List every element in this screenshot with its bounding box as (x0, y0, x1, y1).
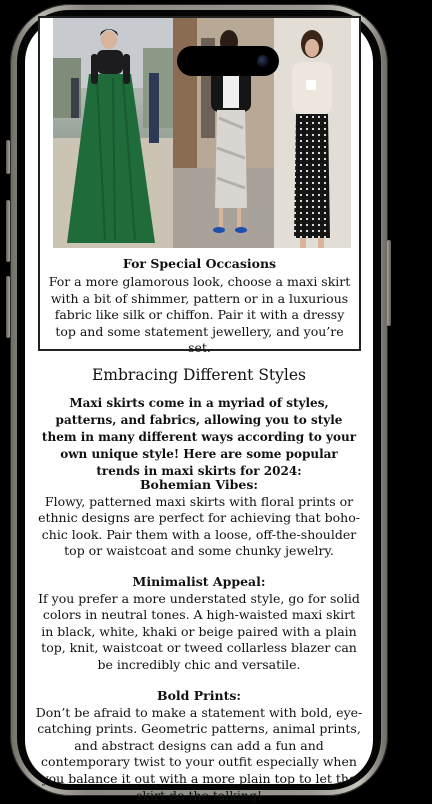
style-description: Don’t be afraid to make a statement with bold, eye-catching prints. Geometric patterns, animal prints, and abstract designs can add a fun and contemporary twist to your outfit especially when you balance it out with a more plain top to let the skirt do the talking! (35, 704, 363, 803)
style-minimalist (35, 574, 363, 674)
style-bold-prints (35, 688, 363, 804)
green-maxi-skirt-photo (53, 18, 173, 248)
style-title: Bold Prints: (157, 688, 241, 703)
section-intro: Maxi skirts come in a myriad of styles, patterns, and fabrics, allowing you to style them in many different ways according to your own unique style! Here are some popular trends in maxi skirts for 2024: (41, 396, 357, 478)
volume-up-button (6, 200, 10, 262)
front-camera-icon (257, 55, 269, 67)
polka-dot-skirt-illustration (274, 18, 351, 248)
polka-dot-skirt-photo (274, 18, 351, 248)
card-title: For Special Occasions (122, 256, 277, 271)
green-skirt-illustration (53, 18, 173, 248)
volume-down-button (6, 276, 10, 338)
style-title: Bohemian Vibes: (139, 477, 259, 492)
style-description: Flowy, patterned maxi skirts with floral prints or ethnic designs are perfect for achieving that boho-chic look. Pair them with a loose, off-the-shoulder top or waistcoat and some chunky jewelry. (38, 493, 360, 559)
style-title: Minimalist Appeal: (132, 574, 266, 589)
action-button (6, 140, 10, 174)
style-bohemian (35, 477, 363, 560)
style-description: If you prefer a more understated style, go for solid colors in neutral tones. A high-waisted maxi skirt in black, white, khaki or beige paired with a plain top, knit, waistcoat or tweed collarless blazer can be incredibly chic and versatile. (38, 590, 360, 672)
section-heading: Embracing Different Styles (91, 366, 307, 384)
card-body-text: For a more glamorous look, choose a maxi skirt with a bit of shimmer, pattern or in a luxurious fabric like silk or chiffon. Pair it with a dressy top and some statement jewellery, and you’re set. (48, 274, 351, 356)
phone-screen[interactable] (25, 18, 373, 803)
power-button (387, 240, 391, 326)
dynamic-island (177, 46, 279, 76)
